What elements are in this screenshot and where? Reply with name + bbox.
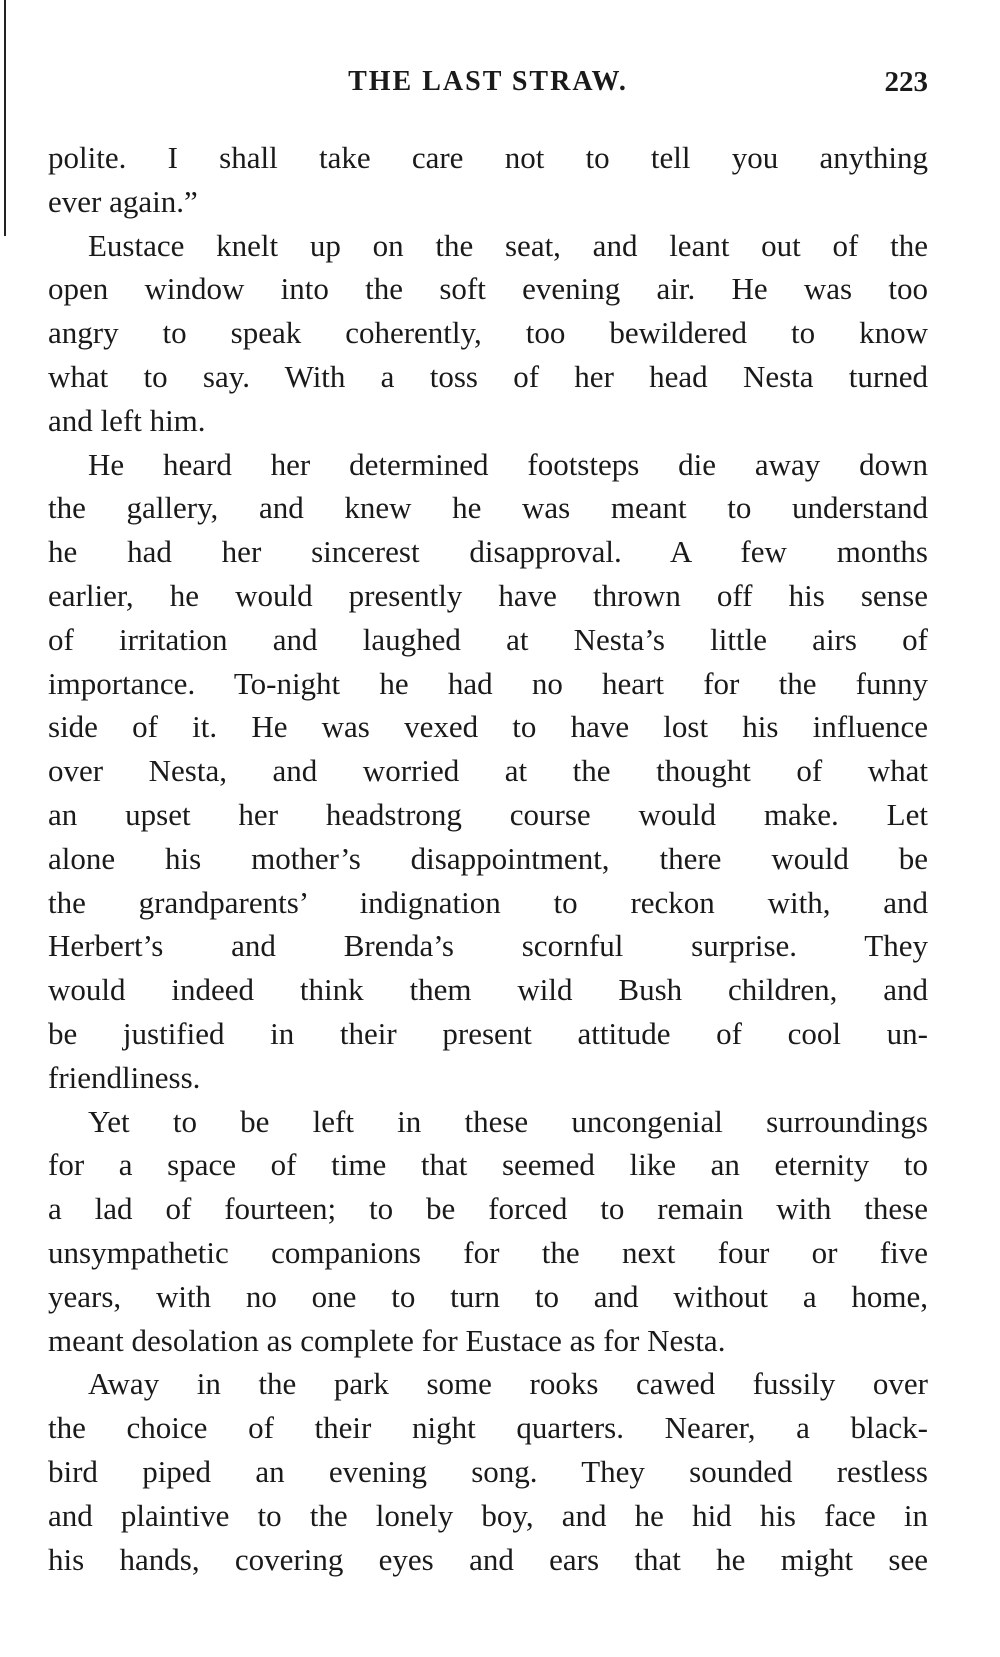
paragraph <box>48 136 928 224</box>
text-line: of irritation and laughed at Nesta’s little airs of <box>48 621 928 657</box>
text-line: unsympathetic companions for the next four or five <box>48 1234 928 1270</box>
text-line: be justified in their present attitude of cool un- <box>48 1015 928 1051</box>
text-line: Herbert’s and Brenda’s scornful surprise. They <box>48 928 928 964</box>
text-line: side of it. He was vexed to have lost his influence <box>48 709 928 745</box>
text-line: years, with no one to turn to and without a home, <box>48 1278 928 1314</box>
text-line: and left him. <box>48 402 206 438</box>
text-line: friendliness. <box>48 1059 201 1095</box>
text-line: He heard her determined footsteps die away down <box>88 446 928 482</box>
page-number: 223 <box>884 66 928 98</box>
text-line: for a space of time that seemed like an eternity to <box>48 1147 928 1183</box>
text-line: earlier, he would presently have thrown off his sense <box>48 577 928 613</box>
body-text <box>48 136 928 1581</box>
text-line: his hands, covering eyes and ears that he might see <box>48 1541 928 1577</box>
text-line: meant desolation as complete for Eustace as for Nesta. <box>48 1322 726 1358</box>
text-line: a lad of fourteen; to be forced to remain with these <box>48 1191 928 1227</box>
text-line: and plaintive to the lonely boy, and he hid his face in <box>48 1497 928 1533</box>
text-line: would indeed think them wild Bush children, and <box>48 972 928 1008</box>
text-line: ever again.” <box>48 183 198 219</box>
text-line: open window into the soft evening air. He was too <box>48 271 928 307</box>
text-line: over Nesta, and worried at the thought of what <box>48 753 928 789</box>
text-line: bird piped an evening song. They sounded restless <box>48 1453 928 1489</box>
running-head <box>48 66 928 106</box>
text-line: Yet to be left in these uncongenial surroundings <box>88 1103 928 1139</box>
text-line: what to say. With a toss of her head Nesta turned <box>48 358 928 394</box>
text-line: Away in the park some rooks cawed fussily over <box>88 1366 928 1402</box>
text-line: an upset her headstrong course would make. Let <box>48 796 928 832</box>
paragraph <box>48 224 928 443</box>
paragraph <box>48 1362 928 1581</box>
text-line: the gallery, and knew he was meant to understand <box>48 490 928 526</box>
text-line: importance. To-night he had no heart for the funny <box>48 665 928 701</box>
paragraph <box>48 1100 928 1363</box>
text-line: the choice of their night quarters. Nearer, a black- <box>48 1410 928 1446</box>
running-title: THE LAST STRAW. <box>348 66 628 97</box>
text-line: he had her sincerest disapproval. A few months <box>48 534 928 570</box>
text-line: alone his mother’s disappointment, there would be <box>48 840 928 876</box>
text-line: polite. I shall take care not to tell you anything <box>48 140 928 175</box>
page-edge-line <box>4 0 6 236</box>
text-line: the grandparents’ indignation to reckon with, and <box>48 884 928 920</box>
text-line: angry to speak coherently, too bewildered to know <box>48 315 928 351</box>
paragraph <box>48 443 928 1100</box>
text-line: Eustace knelt up on the seat, and leant out of the <box>88 227 928 263</box>
